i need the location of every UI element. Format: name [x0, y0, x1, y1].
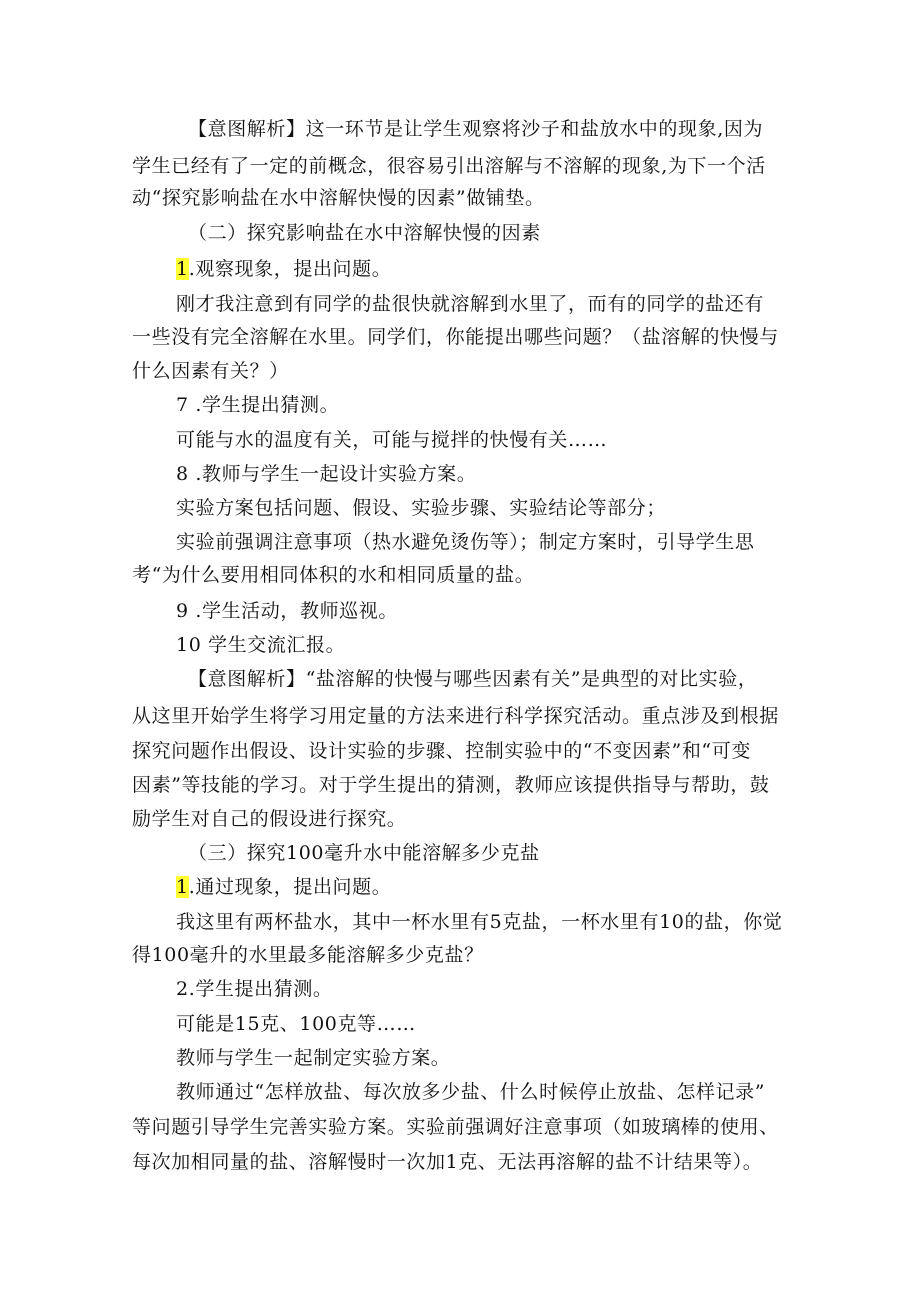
- list-item: [176, 256, 391, 282]
- list-item: 9 .学生活动，教师巡视。: [176, 600, 398, 622]
- paragraph-line: 【意图解析】“盐溶解的快慢与哪些因素有关”是典型的对比实验，: [188, 668, 758, 690]
- list-item: 8 .教师与学生一起设计实验方案。: [176, 463, 477, 485]
- paragraph-line: 一些没有完全溶解在水里。同学们，你能提出哪些问题？（盐溶解的快慢与: [132, 326, 779, 348]
- paragraph-line: 实验前强调注意事项（热水避免烫伤等）；制定方案时，引导学生思: [176, 531, 755, 553]
- list-item-text: .通过现象，提出问题。: [188, 876, 392, 898]
- paragraph-line: 动“探究影响盐在水中溶解快慢的因素”做铺垫。: [132, 187, 545, 209]
- section-heading: （三）探究100毫升水中能溶解多少克盐: [188, 842, 540, 864]
- paragraph-line: 可能与水的温度有关，可能与搅拌的快慢有关……: [176, 429, 608, 451]
- highlighted-number: 1: [176, 876, 189, 898]
- paragraph-line: 可能是15克、100克等……: [176, 1013, 416, 1035]
- paragraph-line: 教师与学生一起制定实验方案。: [176, 1047, 451, 1069]
- paragraph-line: 每次加相同量的盐、溶解慢时一次加1克、无法再溶解的盐不计结果等）。: [132, 1151, 763, 1173]
- list-item: 10 学生交流汇报。: [176, 634, 346, 656]
- paragraph-line: 探究问题作出假设、设计实验的步骤、控制实验中的“不变因素”和“可变: [132, 740, 751, 762]
- paragraph-line: 学生已经有了一定的前概念，很容易引出溶解与不溶解的现象,为下一个活: [132, 155, 766, 177]
- list-item-text: .观察现象，提出问题。: [188, 258, 392, 280]
- paragraph-line: 实验方案包括问题、假设、实验步骤、实验结论等部分；: [176, 497, 667, 519]
- paragraph-line: 因素”等技能的学习。对于学生提出的猜测，教师应该提供指导与帮助，鼓: [132, 774, 770, 796]
- paragraph-line: 刚才我注意到有同学的盐很快就溶解到水里了，而有的同学的盐还有: [176, 293, 765, 315]
- list-item: 2.学生提出猜测。: [176, 978, 333, 1000]
- paragraph-line: 【意图解析】这一环节是让学生观察将沙子和盐放水中的现象,因为: [188, 118, 764, 140]
- list-item: 7 .学生提出猜测。: [176, 394, 340, 416]
- paragraph-line: 得100毫升的水里最多能溶解多少克盐？: [132, 944, 484, 966]
- list-item: [176, 874, 391, 900]
- paragraph-line: 从这里开始学生将学习用定量的方法来进行科学探究活动。重点涉及到根据: [132, 705, 779, 727]
- paragraph-line: 教师通过“怎样放盐、每次放多少盐、什么时候停止放盐、怎样记录”: [176, 1081, 766, 1103]
- paragraph-line: 我这里有两杯盐水，其中一杯水里有5克盐，一杯水里有10的盐，你觉: [176, 911, 783, 933]
- paragraph-line: 等问题引导学生完善实验方案。实验前强调好注意事项（如玻璃棒的使用、: [132, 1116, 779, 1138]
- highlighted-number: 1: [176, 258, 189, 280]
- paragraph-line: 什么因素有关？）: [132, 360, 289, 382]
- paragraph-line: 励学生对自己的假设进行探究。: [132, 808, 407, 830]
- section-heading: （二）探究影响盐在水中溶解快慢的因素: [188, 222, 541, 244]
- paragraph-line: 考“为什么要用相同体积的水和相同质量的盐。: [132, 564, 535, 586]
